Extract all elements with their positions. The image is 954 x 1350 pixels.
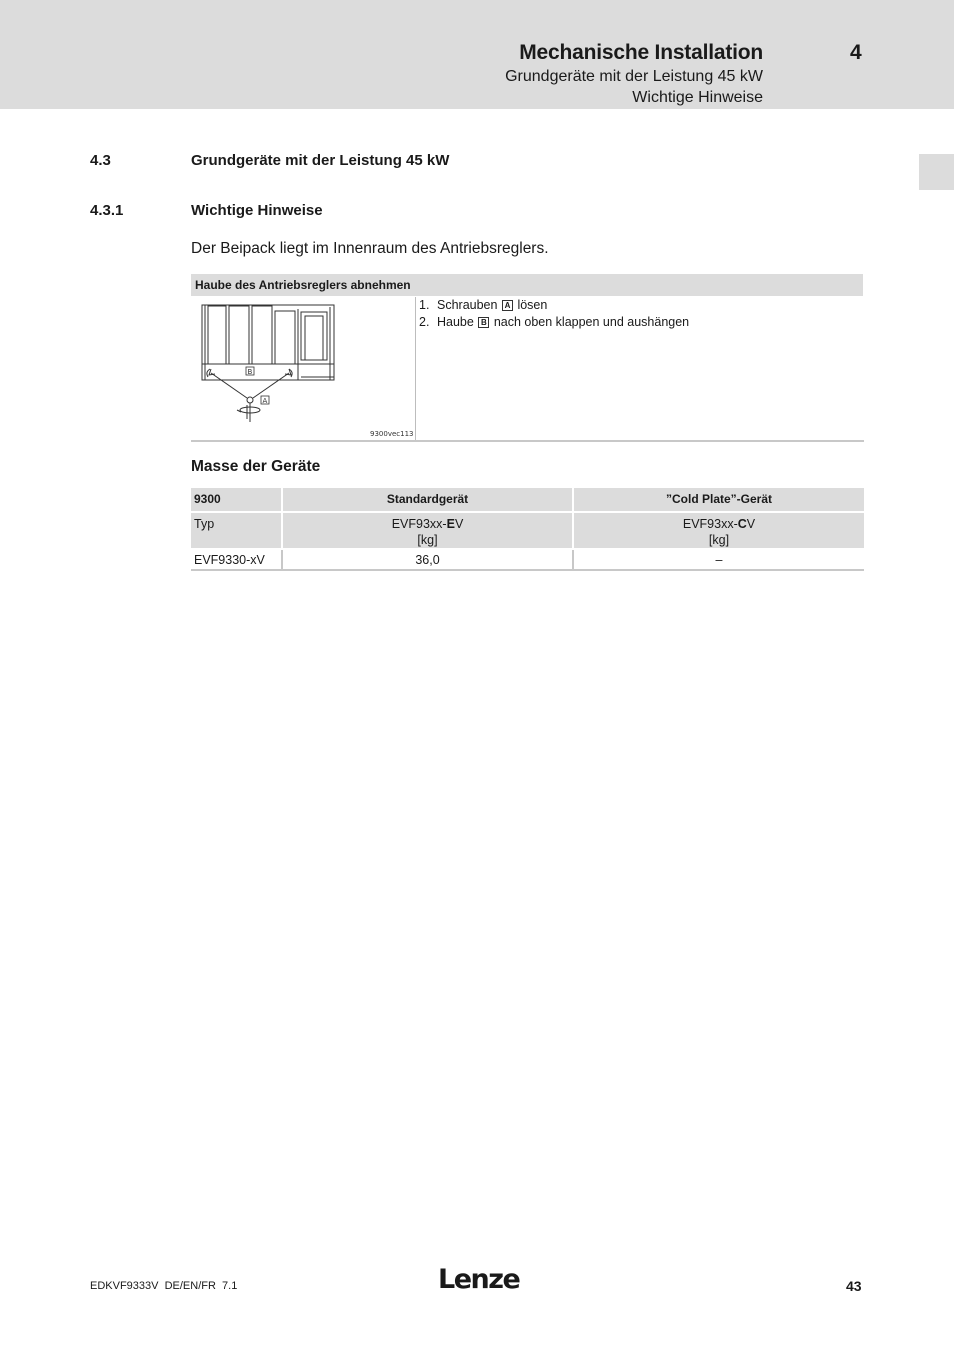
procedure-figure	[191, 297, 415, 440]
step-1: 1. Schrauben A lösen	[419, 298, 548, 312]
table-divider	[572, 550, 574, 570]
page-number: 43	[846, 1278, 862, 1294]
column-header: ”Cold Plate”-Gerät	[574, 488, 864, 511]
column-header: Standardgerät	[283, 488, 572, 511]
masse-title: Masse der Geräte	[191, 458, 321, 475]
header-subtitle-1: Grundgeräte mit der Leistung 45 kW	[505, 68, 763, 85]
procedure-bottom-rule	[191, 440, 864, 442]
chapter-side-tab	[919, 154, 954, 190]
section-number: 4.3	[90, 152, 111, 169]
step-2: 2. Haube B nach oben klappen und aushängen	[419, 315, 690, 329]
drive-cover-drawing	[191, 297, 415, 440]
table-cell: –	[715, 553, 723, 567]
figure-divider	[415, 297, 416, 441]
section-title: Grundgeräte mit der Leistung 45 kW	[191, 152, 450, 169]
table-cell: EVF9330-xV	[194, 553, 265, 567]
intro-text: Der Beipack liegt im Innenraum des Antriebsreglers.	[191, 240, 549, 257]
subsection-title: Wichtige Hinweise	[191, 202, 323, 219]
table-cell: Typ	[191, 513, 281, 548]
column-header: 9300	[191, 488, 281, 511]
procedure-title: Haube des Antriebsreglers abnehmen	[195, 278, 411, 292]
figure-code: 9300vec113	[370, 430, 414, 438]
table-cell: EVF93xx-EV [kg]	[283, 513, 572, 548]
chapter-number: 4	[850, 41, 862, 64]
footer-document-id: EDKVF9333V DE/EN/FR 7.1	[90, 1280, 238, 1292]
marker-b-icon: B	[478, 317, 489, 328]
figure-label-a: A	[262, 397, 268, 405]
figure-label-b: B	[247, 368, 253, 376]
procedure-header	[191, 274, 863, 296]
chapter-title: Mechanische Installation	[519, 41, 763, 64]
marker-a-icon: A	[502, 300, 513, 311]
header-subtitle-2: Wichtige Hinweise	[632, 89, 763, 106]
subsection-number: 4.3.1	[90, 202, 124, 219]
header-band	[0, 0, 954, 109]
lenze-logo: Lenze	[438, 1264, 520, 1295]
table-bottom-rule	[191, 569, 864, 571]
table-cell: EVF93xx-CV [kg]	[574, 513, 864, 548]
table-cell: 36,0	[415, 553, 440, 567]
table-divider	[281, 550, 283, 570]
